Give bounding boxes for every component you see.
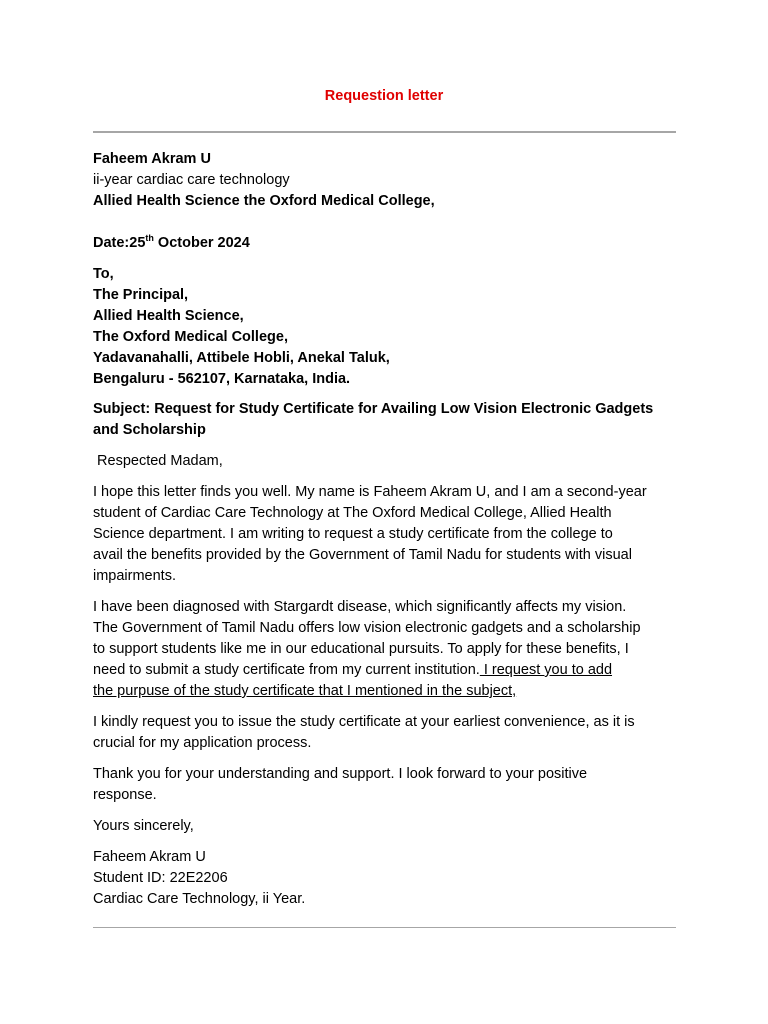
paragraph-request bbox=[93, 712, 683, 754]
paragraph-line: Thank you for your understanding and support. I look forward to your positive bbox=[93, 766, 588, 782]
paragraph-line: The Government of Tamil Nadu offers low vision electronic gadgets and a scholarship bbox=[93, 620, 641, 636]
signature-course: Cardiac Care Technology, ii Year. bbox=[93, 891, 306, 907]
paragraph-text: need to submit a study certificate from my current institution. bbox=[93, 662, 480, 678]
sender-name: Faheem Akram U bbox=[93, 151, 211, 167]
letter-date bbox=[93, 233, 683, 254]
sender-course: ii-year cardiac care technology bbox=[93, 172, 290, 188]
recipient-to: To, bbox=[93, 266, 114, 282]
paragraph-line: Science department. I am writing to request a study certificate from the college to bbox=[93, 526, 613, 542]
signature-name: Faheem Akram U bbox=[93, 849, 206, 865]
closing: Yours sincerely, bbox=[93, 818, 194, 834]
letter-body bbox=[93, 149, 683, 910]
sender-block bbox=[93, 149, 683, 212]
date-rest: October 2024 bbox=[153, 235, 250, 251]
paragraph-line: response. bbox=[93, 787, 157, 803]
paragraph-intro bbox=[93, 482, 683, 587]
recipient-line: Bengaluru - 562107, Karnataka, India. bbox=[93, 371, 351, 387]
paragraph-line: I hope this letter finds you well. My name is Faheem Akram U, and I am a second-year bbox=[93, 484, 647, 500]
recipient-line: Yadavanahalli, Attibele Hobli, Anekal Taluk, bbox=[93, 350, 390, 366]
salutation: Respected Madam, bbox=[93, 453, 223, 469]
date-prefix: Date: bbox=[93, 235, 130, 251]
paragraph-line: I kindly request you to issue the study certificate at your earliest convenience, as it is bbox=[93, 714, 635, 730]
sender-institution: Allied Health Science the Oxford Medical College, bbox=[93, 193, 435, 209]
subject-line: and Scholarship bbox=[93, 422, 206, 438]
date-day: 25 bbox=[129, 235, 146, 251]
letter-title: Requestion letter bbox=[324, 88, 444, 104]
paragraph-line: avail the benefits provided by the Government of Tamil Nadu for students with visual bbox=[93, 547, 632, 563]
paragraph-line bbox=[93, 660, 683, 681]
subject-block bbox=[93, 399, 683, 441]
footer-divider bbox=[93, 927, 676, 928]
signature-block bbox=[93, 847, 683, 910]
paragraph-diagnosis bbox=[93, 597, 683, 702]
paragraph-line: impairments. bbox=[93, 568, 176, 584]
paragraph-line: crucial for my application process. bbox=[93, 735, 312, 751]
signature-student-id: Student ID: 22E2206 bbox=[93, 870, 228, 886]
subject-line: Subject: Request for Study Certificate for Availing Low Vision Electronic Gadgets bbox=[93, 401, 654, 417]
recipient-line: Allied Health Science, bbox=[93, 308, 244, 324]
paragraph-line: student of Cardiac Care Technology at The Oxford Medical College, Allied Health bbox=[93, 505, 612, 521]
date-ordinal: th bbox=[145, 233, 154, 244]
paragraph-line: to support students like me in our educational pursuits. To apply for these benefits, I bbox=[93, 641, 629, 657]
recipient-block bbox=[93, 264, 683, 390]
underlined-request: the purpuse of the study certificate that I mentioned in the subject, bbox=[93, 683, 517, 699]
paragraph-line: I have been diagnosed with Stargardt disease, which significantly affects my vision. bbox=[93, 599, 627, 615]
recipient-line: The Principal, bbox=[93, 287, 189, 303]
header-divider bbox=[93, 131, 676, 133]
recipient-line: The Oxford Medical College, bbox=[93, 329, 288, 345]
underlined-request: I request you to add bbox=[479, 662, 613, 678]
paragraph-thanks bbox=[93, 764, 683, 806]
